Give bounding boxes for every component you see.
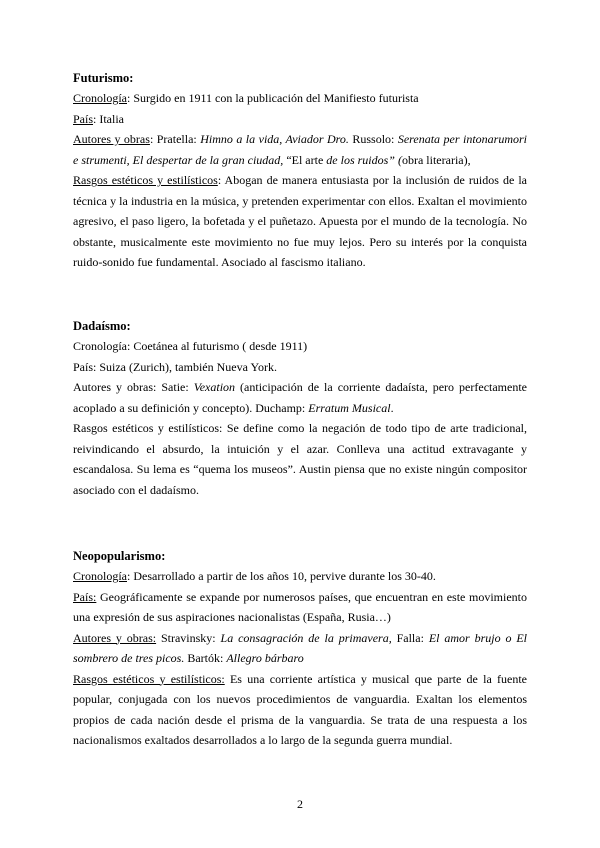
dadaismo-autores	[73, 377, 527, 418]
page-number: 2	[297, 797, 303, 811]
neopopularismo-rasgos	[73, 669, 527, 751]
text: “El arte	[283, 152, 327, 167]
dadaismo-pais: País: Suiza (Zurich), también Nueva York.	[73, 359, 277, 374]
section-title-neopopularismo: Neopopularismo:	[73, 549, 166, 563]
label: Autores y obras	[73, 132, 150, 146]
text: Es una corriente artística y musical que parte de la fuente popular, conjugada con los nuevos procedimientos de vanguardia. Exaltan los elementos propios de cada nación desde el prisma de la vanguardia. Se trata de una respuesta a los nacionalismos exaltados desarrollados a lo largo de la segunda guerra mundial.	[73, 671, 527, 747]
label: País	[73, 111, 94, 126]
text: (anticipación de la corriente dadaísta, pero perfectamente acoplado a su definición y concepto). Duchamp:	[73, 380, 527, 415]
section-dadaismo	[73, 316, 527, 500]
neopopularismo-cronologia	[73, 566, 527, 587]
label: Cronología	[73, 91, 127, 105]
section-title-dadaismo: Dadaísmo:	[73, 319, 131, 333]
text: Autores y obras: Satie:	[73, 380, 194, 394]
text: : Abogan de manera entusiasta por la inclusión de ruidos de la técnica y la industria en la música, y pretenden experimentar con ellos. Exaltan el movimiento agresivo, el paso ligero, la bofetada y el puñetazo. Apuesta por el mundo de la tecnología. No obstante, musicalmente este movimiento no fue muy lejos. Pero su interés por la conquista ruido-sonido fue fundamental. Asociado al fascismo italiano.	[73, 173, 528, 269]
neopopularismo-pais	[73, 587, 527, 628]
work-title: Erratum Musical	[308, 400, 391, 415]
text: .	[390, 400, 394, 415]
work-title: Serenata per intonarumori e strumenti, El despertar de la gran ciudad,	[73, 132, 527, 167]
text: : Pratella:	[149, 132, 201, 146]
work-title: Vexation	[193, 380, 236, 394]
label: Rasgos estéticos y estilísticos:	[73, 671, 225, 686]
futurismo-pais	[73, 109, 527, 130]
dadaismo-cronologia: Cronología: Coetánea al futurismo ( desde 1911)	[73, 339, 308, 353]
work-title: de los ruidos” (	[326, 152, 402, 167]
text: Stravinsky:	[156, 630, 221, 645]
work-title: Allegro bárbaro	[226, 651, 304, 665]
section-neopopularismo	[73, 546, 527, 751]
dadaismo-rasgos: Rasgos estéticos y estilísticos: Se define como la negación de todo tipo de arte tradicional, reivindicando el absurdo, la intuición y el azar. Conlleva una actitud extravagante y escandalosa. Su lema es “quema los museos”. Austin piensa que no existe ningún compositor asociado con el dadaísmo.	[73, 421, 527, 497]
label: Cronología	[73, 569, 127, 583]
text: Russolo:	[348, 132, 398, 146]
text: Geográficamente se expande por numerosos países, que encuentran en este movimiento una expresión de sus aspiraciones nacionalistas (España, Rusia…)	[73, 589, 527, 624]
work-title: El amor brujo o El sombrero de tres picos.	[73, 630, 528, 665]
text: Bartók:	[184, 651, 227, 665]
text: obra literaria),	[401, 152, 471, 167]
text: : Surgido en 1911 con la publicación del Manifiesto futurista	[127, 91, 419, 105]
futurismo-autores	[73, 129, 527, 170]
label: Rasgos estéticos y estilísticos	[73, 173, 218, 187]
section-futurismo	[73, 68, 527, 273]
work-title: Himno a la vida, Aviador Dro.	[200, 132, 349, 146]
label: Autores y obras:	[73, 630, 157, 645]
text: Falla:	[391, 630, 429, 645]
section-title-futurismo: Futurismo:	[73, 71, 134, 85]
label: País:	[73, 589, 97, 604]
futurismo-rasgos	[73, 170, 527, 273]
document-page	[73, 68, 528, 747]
text: : Desarrollado a partir de los años 10, pervive durante los 30-40.	[127, 569, 436, 583]
futurismo-cronologia	[73, 88, 527, 109]
work-title: La consagración de la primavera,	[220, 630, 392, 645]
neopopularismo-autores	[73, 628, 527, 669]
text: : Italia	[93, 111, 124, 126]
